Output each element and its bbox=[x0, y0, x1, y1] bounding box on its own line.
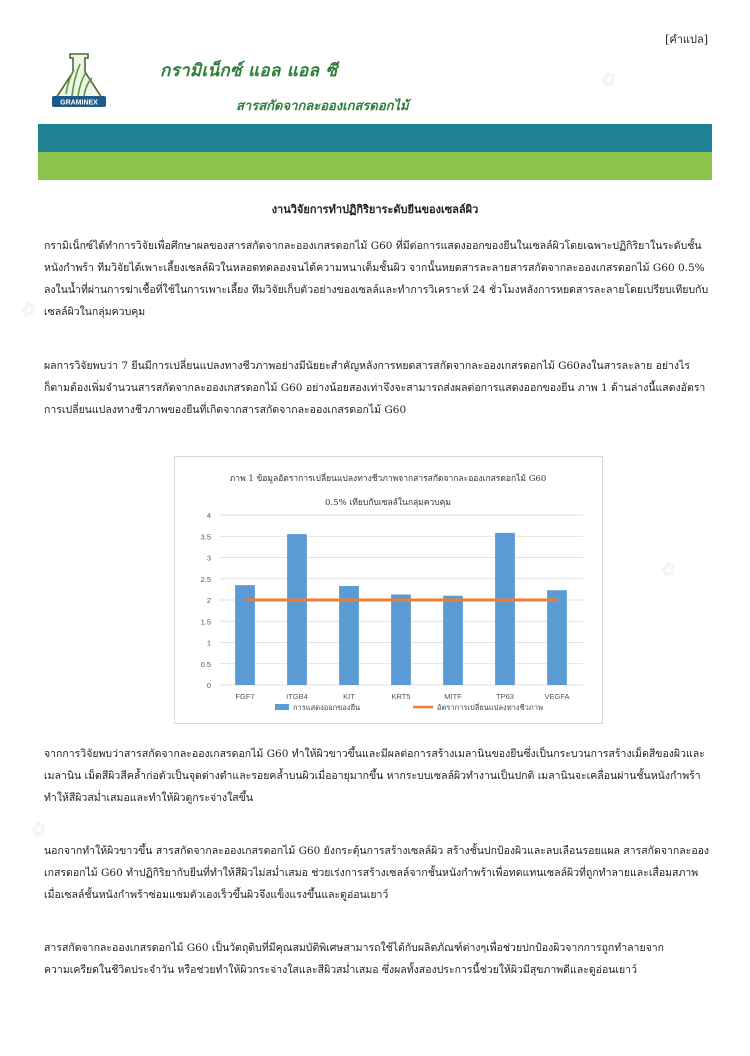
watermark: ✿ bbox=[596, 67, 619, 94]
x-tick-label: FGF7 bbox=[235, 692, 255, 701]
bar-mitf bbox=[443, 596, 463, 685]
document-heading: งานวิจัยการทำปฏิกิริยาระดับยีนของเซลล์ผิว bbox=[271, 203, 479, 216]
paragraph-3: จากการวิจัยพบว่าสารสกัดจากละอองเกสรดอกไม้ G60 ทำให้ผิวขาวขึ้นและมีผลต่อการสร้างเมลานินของยีนซึ่งเป็นกระบวนการสร้างเม็ดสีของผิวและเมลานิน เม็ดสีผิวสีคล้ำก่อตัวเป็นจุดด่างดำและรอยคล้ำบนผิวเมื่ออายุมากขึ้น หากระบบเซลล์ผิวทำงานเป็นปกติ เมลานินจะเคลื่อนผ่านชั้นหนังกำพร้าทำให้สีผิวสม่ำเสมอและทำให้ผิวดูกระจ่างใสขึ้น bbox=[44, 748, 705, 804]
y-tick-label: 2.5 bbox=[200, 574, 211, 584]
bar-tp63 bbox=[495, 533, 515, 685]
legend-bar-label: การแสดงออกของยีน bbox=[293, 703, 361, 712]
paragraph-4: นอกจากทำให้ผิวขาวขึ้น สารสกัดจากละอองเกสรดอกไม้ G60 ยังกระตุ้นการสร้างเซลล์ผิว สร้างชั้นปกป้องผิวและลบเลือนรอยแผล สารสกัดจากละอองเกสรดอกไม้ G60 ทำปฏิกิริยากับยีนที่ทำให้สีผิวไม่สม่ำเสมอ ช่วยเร่งการสร้างเซลล์จากชั้นหนังกำพร้าเพื่อทดแทนเซลล์ผิวที่ถูกทำลายและเสื่อมสภาพ เมื่อเซลล์ชั้นหนังกำพร้าซ่อมแซมตัวเองเร็วขึ้นผิวจึงแข็งแรงขึ้นและดูอ่อนเยาว์ bbox=[44, 845, 710, 901]
x-tick-label: VEGFA bbox=[544, 692, 570, 701]
bar-vegfa bbox=[547, 590, 567, 685]
x-tick-label: ITGB4 bbox=[286, 692, 308, 701]
legend-bar-swatch bbox=[275, 704, 289, 710]
chart-container bbox=[174, 456, 603, 724]
legend-line-label: อัตราการเปลี่ยนแปลงทางชีวภาพ bbox=[437, 703, 543, 712]
graminex-logo bbox=[48, 50, 110, 110]
x-tick-label: TP63 bbox=[496, 692, 514, 701]
y-tick-label: 0.5 bbox=[200, 659, 211, 669]
bar-itgb4 bbox=[287, 534, 307, 685]
translation-tag: [คำแปล] bbox=[665, 33, 708, 46]
header-band-teal bbox=[38, 124, 712, 152]
watermark: ✿ bbox=[16, 297, 39, 324]
y-tick-label: 4 bbox=[206, 511, 211, 520]
chart-title: ภาพ 1 ข้อมูลอัตราการเปลี่ยนแปลงทางชีวภาพจากสารสกัดจากละอองเกสรดอกไม้ G60 bbox=[229, 474, 547, 484]
x-tick-label: KIT bbox=[343, 692, 355, 701]
x-tick-label: KRT5 bbox=[391, 692, 411, 701]
paragraph-1: กรามิเน็กซ์ได้ทำการวิจัยเพื่อศึกษาผลของสารสกัดจากละอองเกสรดอกไม้ G60 ที่มีต่อการแสดงออกของยีนในเซลล์ผิวโดยเฉพาะปฏิกิริยาในระดับชั้นหนังกำพร้า ทีมวิจัยได้เพาะเลี้ยงเซลล์ผิวในหลอดทดลองจนได้ความหนาเต็มชั้นผิว จากนั้นหยดสารละลายสารสกัดจากละอองเกสรดอกไม้ G60 0.5% ลงในน้ำที่ผ่านการฆ่าเชื้อที่ใช้ในการเพาะเลี้ยง ทีมวิจัยเก็บตัวอย่างของเซลล์และทำการวิเคราะห์ 24 ชั่วโมงหลังการหยดสารละลายโดยเปรียบเทียบกับเซลล์ผิวในกลุ่มควบคุม bbox=[44, 240, 709, 318]
y-tick-label: 0 bbox=[206, 681, 211, 690]
watermark: ✿ bbox=[656, 557, 679, 584]
y-tick-label: 3.5 bbox=[200, 532, 211, 542]
brand-name: กรามิเน็กซ์ แอล แอล ซี bbox=[160, 61, 338, 81]
bar-krt5 bbox=[391, 594, 411, 685]
bar-chart bbox=[175, 457, 602, 723]
y-tick-label: 2 bbox=[206, 596, 211, 605]
chart-subtitle: 0.5% เทียบกับเซลล์ในกลุ่มควบคุม bbox=[325, 498, 451, 508]
watermark: ✿ bbox=[26, 817, 49, 844]
paragraph-5: สารสกัดจากละอองเกสรดอกไม้ G60 เป็นวัตถุดิบที่มีคุณสมบัติพิเศษสามารถใช้ได้กับผลิตภัณฑ์ต่างๆเพื่อช่วยปกป้องผิวจากการถูกทำลายจากความเครียดในชีวิตประจำวัน หรือช่วยทำให้ผิวกระจ่างใสและสีผิวสม่ำเสมอ ซึ่งผลทั้งสองประการนี้ช่วยให้ผิวมีสุขภาพดีและดูอ่อนเยาว์ bbox=[44, 942, 664, 976]
y-tick-label: 1 bbox=[206, 638, 211, 648]
x-tick-label: MITF bbox=[444, 692, 462, 701]
y-tick-label: 3 bbox=[206, 553, 211, 563]
brand-subtitle: สารสกัดจากละอองเกสรดอกไม้ bbox=[236, 99, 409, 114]
y-tick-label: 1.5 bbox=[200, 617, 211, 627]
logo-text: GRAMINEX bbox=[60, 99, 98, 107]
header-band-green bbox=[38, 152, 712, 180]
paragraph-2: ผลการวิจัยพบว่า 7 ยีนมีการเปลี่ยนแปลงทางชีวภาพอย่างมีนัยยะสำคัญหลังการหยดสารสกัดจากละอองเกสรดอกไม้ G60ลงในสารละลาย อย่างไรก็ตามต้องเพิ่มจำนวนสารสกัดจากละอองเกสรดอกไม้ G60 อย่างน้อยสองเท่าจึงจะสามารถส่งผลต่อการแสดงออกของยีน ภาพ 1 ด้านล่างนี้แสดงอัตราการเปลี่ยนแปลงทางชีวภาพของยีนที่เกิดจากสารสกัดจากละอองเกสรดอกไม้ G60 bbox=[44, 360, 706, 416]
